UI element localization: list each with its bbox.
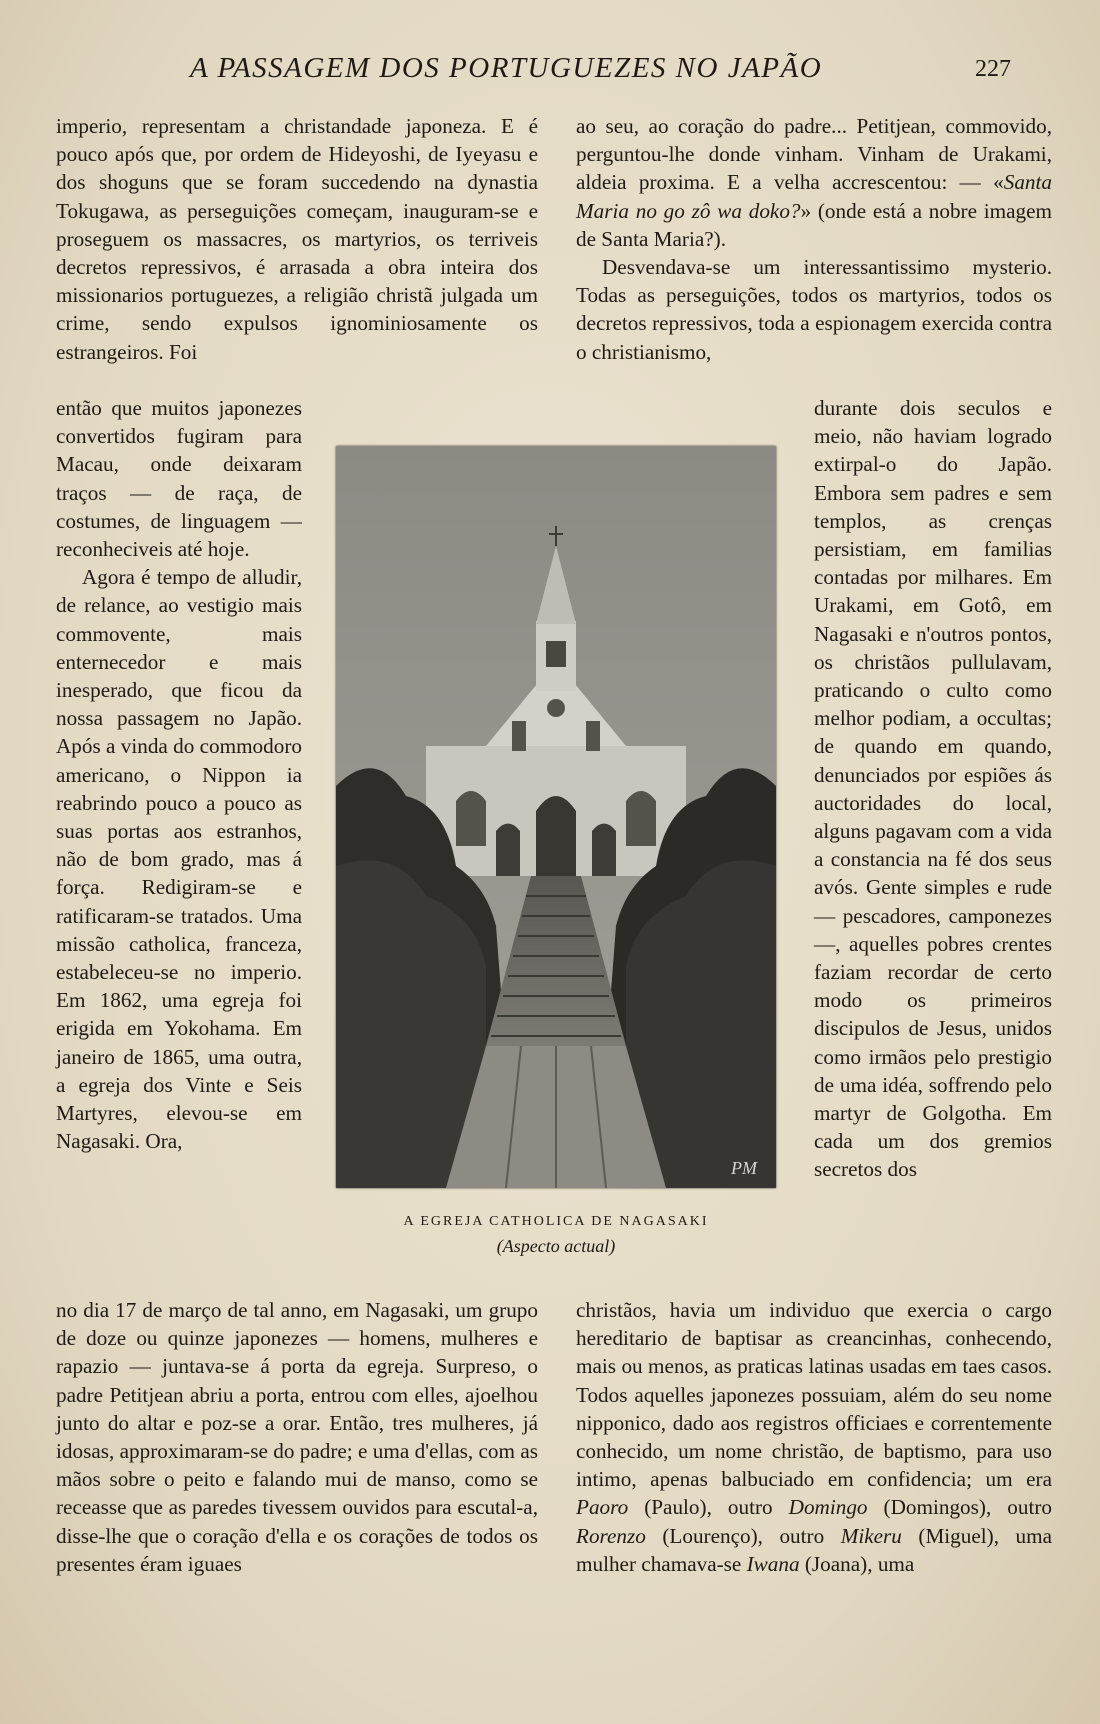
christian-name: Iwana [746,1551,800,1576]
figure-caption [336,1214,776,1257]
paragraph: christãos, havia um individuo que exercia o cargo hereditario de baptisar as creancinhas, conhecendo, mais ou menos, as praticas latinas usadas em taes casos. Todos aquelles japonezes possuiam, além do seu nome nipponico, dado aos registros officiaes e correntemente conhecido, um nome christão, de baptismo, para uso intimo, apenas balbuciado em confidencia; um era Paoro (Paulo), outro Domingo (Domingos), outro Rorenzo (Lourenço), outro Mikeru (Miguel), uma mulher chamava-se Iwana (Joana), uma [576,1298,1053,1576]
paragraph: durante dois seculos e meio, não haviam logrado extirpal-o do Japão. Embora sem padres e sem templos, as crenças persistiam, em familias contadas por milhares. Em Urakami, em Gotô, em Nagasaki e n'outros pontos, os christãos pullulavam, praticando o culto como melhor podiam, a occultas; de quando em quando, denunciados por espiões ás auctoridades do local, alguns pagavam com a vida a constancia na fé dos seus avós. Gente simples e rude — pescadores, camponezes —, aquelles pobres crentes faziam recordar de certo modo os primeiros discipulos de Jesus, unidos como irmãos pelo prestigio de uma idéa, soffrendo pelo martyr de Golgotha. Em cada um dos gremios secretos dos [814,396,1052,1182]
paragraph: Desvendava-se um interessantissimo mysterio. Todas as perseguições, todos os martyrios, todos os decretos repressivos, toda a espionagem exercida contra o christianismo, [576,255,1052,364]
page-header [0,52,1100,92]
caption-subtitle: (Aspecto actual) [496,1236,616,1256]
japanese-quote: Santa Maria no go zô wa doko? [576,170,1052,223]
bottom-left-column [56,1296,538,1578]
photo-monogram: PM [731,1158,757,1178]
christian-name: Paoro [576,1495,629,1520]
right-column-top [576,112,1052,366]
paragraph: imperio, representam a christandade japoneza. E é pouco após que, por ordem de Hideyoshi, de Iyeyasu e dos shoguns que se foram succedendo na dynastia Tokugawa, as perseguições começam, inauguram-se e proseguem os massacres, os martyrios, os terriveis decretos repressivos, é arrasada a obra inteira dos missionarios portuguezes, a religião christã julgada um crime, sendo expulsos ignominiosamente os estrangeiros. Foi [56,114,538,364]
christian-name: Mikeru [840,1523,902,1548]
running-title: A PASSAGEM DOS PORTUGUEZES NO JAPÃO [190,52,823,84]
right-column-narrow [814,394,1052,1184]
church-photograph [336,446,776,1188]
christian-name: Rorenzo [576,1523,646,1548]
caption-title: A EGREJA CATHOLICA DE NAGASAKI [403,1214,709,1229]
christian-name: Domingo [788,1495,868,1520]
bottom-right-column [576,1296,1052,1578]
paragraph: ao seu, ao coração do padre... Petitjean, commovido, perguntou-lhe donde vinham. Vinham de Urakami, aldeia proxima. E a velha accrescentou: — «Santa Maria no go zô wa doko?» (onde está a nobre imagem de Santa Maria?). [576,114,1053,251]
page-number: 227 [975,56,1011,82]
paragraph: Agora é tempo de alludir, de relance, ao vestigio mais commovente, mais enternecedor e mais inesperado, que ficou da nossa passagem no Japão. Após a vinda do commodoro americano, o Nippon ia reabrindo pouco a pouco as suas portas aos estranhos, não de bom grado, mas á força. Redigiram-se e ratificaram-se tratados. Uma missão catholica, franceza, estabeleceu-se no imperio. Em 1862, uma egreja foi erigida em Yokohama. Em janeiro de 1865, uma outra, a egreja dos Vinte e Seis Martyres, elevou-se em Nagasaki. Ora, [56,565,302,1154]
left-column-top [56,112,538,366]
left-column-narrow [56,394,302,1155]
paragraph: então que muitos japonezes convertidos fugiram para Macau, onde deixaram traços — de raça, de costumes, de linguagem — reconheciveis até hoje. [56,396,302,562]
paragraph: no dia 17 de março de tal anno, em Nagasaki, um grupo de doze ou quinze japonezes — homens, mulheres e rapazio — juntava-se á porta da egreja. Surpreso, o padre Petitjean abriu a porta, entrou com elles, ajoelhou junto do altar e poz-se a orar. Então, tres mulheres, já idosas, approximaram-se do padre; e uma d'ellas, com as mãos sobre o peito e falando mui de manso, como se receasse que as paredes tivessem ouvidos para escutal-a, disse-lhe que o coração d'ella e os corações de todos os presentes éram iguaes [56,1298,538,1576]
